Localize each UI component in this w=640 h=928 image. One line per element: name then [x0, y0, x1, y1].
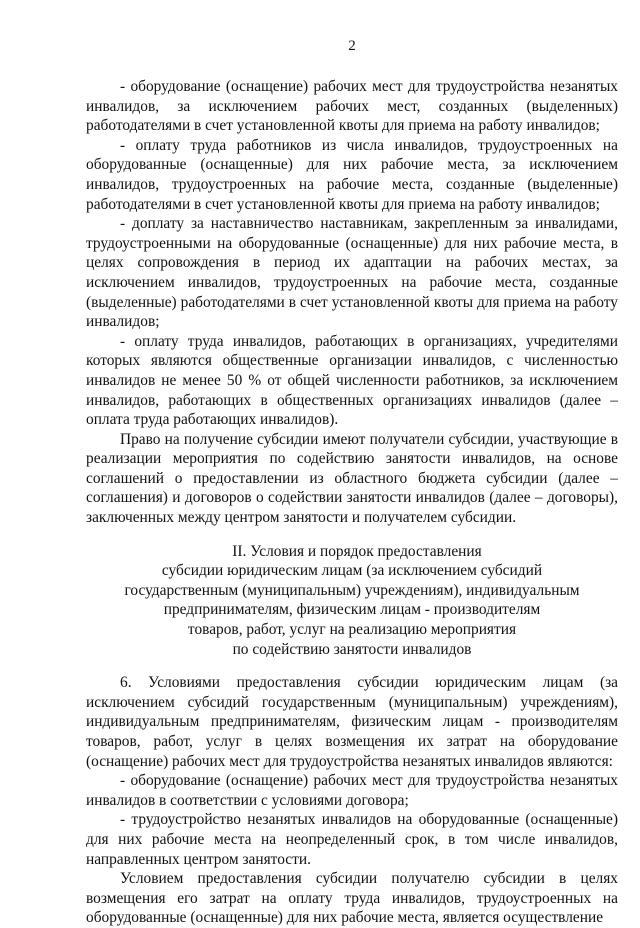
section-heading-line: государственным (муниципальным) учреждениям), индивидуальным — [124, 581, 580, 599]
list-item-equipment: - оборудование (оснащение) рабочих мест для трудоустройства незанятых инвалидов, за исключением рабочих мест, созданных (выделенных) работодателями в счет установленной квоты для приема на работу инвалидов; — [86, 78, 618, 135]
paragraph-point-6: 6. Условиями предоставления субсидии юридическим лицам (за исключением субсидий государственным (муниципальным) учреждениям), индивидуальным предпринимателям, физическим лицам - производителям товаров, работ, услуг в целях возмещения их затрат на оборудование (оснащение) рабочих мест для трудоустройства незанятых инвалидов являются: — [86, 674, 618, 770]
section-heading-line: II. Условия и порядок предоставления — [232, 542, 482, 560]
list-item-condition-equipment: - оборудование (оснащение) рабочих мест для трудоустройства незанятых инвалидов в соответствии с условиями договора; — [86, 772, 618, 809]
section-heading-line: товаров, работ, услуг на реализацию мероприятия — [187, 621, 517, 639]
paragraph-right-to-subsidy: Право на получение субсидии имеют получатели субсидии, участвующие в реализации мероприятия по содействию занятости инвалидов, на основе соглашений о предоставлении из областного бюджета субсидии (далее – соглашения) и договоров о содействии занятости инвалидов (далее – договоры), заключенных между центром занятости и получателем субсидии. — [86, 430, 618, 527]
paragraph-wage-condition: Условием предоставления субсидии получателю субсидии в целях возмещения его затрат на оплату труда инвалидов, трудоустроенных на оборудованные (оснащенные) для них рабочие места, является осуществление — [86, 870, 618, 927]
list-item-condition-employment: - трудоустройство незанятых инвалидов на оборудованные (оснащенные) для них рабочие места на неопределенный срок, в том числе инвалидов, направленных центром занятости. — [86, 811, 618, 868]
section-heading-line: субсидии юридическим лицам (за исключением субсидий — [161, 562, 543, 580]
page-number: 2 — [348, 38, 356, 54]
list-item-public-orgs: - оплату труда инвалидов, работающих в организациях, учредителями которых являются общественные организации инвалидов, с численностью инвалидов не менее 50 % от общей численности работников, за исключением инвалидов, работающих в общественных организациях инвалидов (далее – оплата труда работающих инвалидов). — [86, 332, 618, 429]
list-item-wages: - оплату труда работников из числа инвалидов, трудоустроенных на оборудованные (оснащенные) для них рабочие места, за исключением инвалидов, трудоустроенных на рабочие места, созданные (выделенные) работодателями в счет установленной квоты для приема на работу инвалидов; — [86, 136, 618, 213]
section-heading — [86, 542, 618, 660]
section-heading-line: предпринимателям, физическим лицам - производителям — [163, 601, 541, 619]
section-heading-line: по содействию занятости инвалидов — [232, 640, 472, 658]
list-item-mentorship: - доплату за наставничество наставникам, закрепленным за инвалидами, трудоустроенными на оборудованные (оснащенные) для них рабочие места, в целях сопровождения в период их адаптации на рабочих местах, за исключением инвалидов, трудоустроенных на рабочие места, созданные (выделенные) работодателями в счет установленной квоты для приема на работу инвалидов; — [86, 215, 618, 331]
